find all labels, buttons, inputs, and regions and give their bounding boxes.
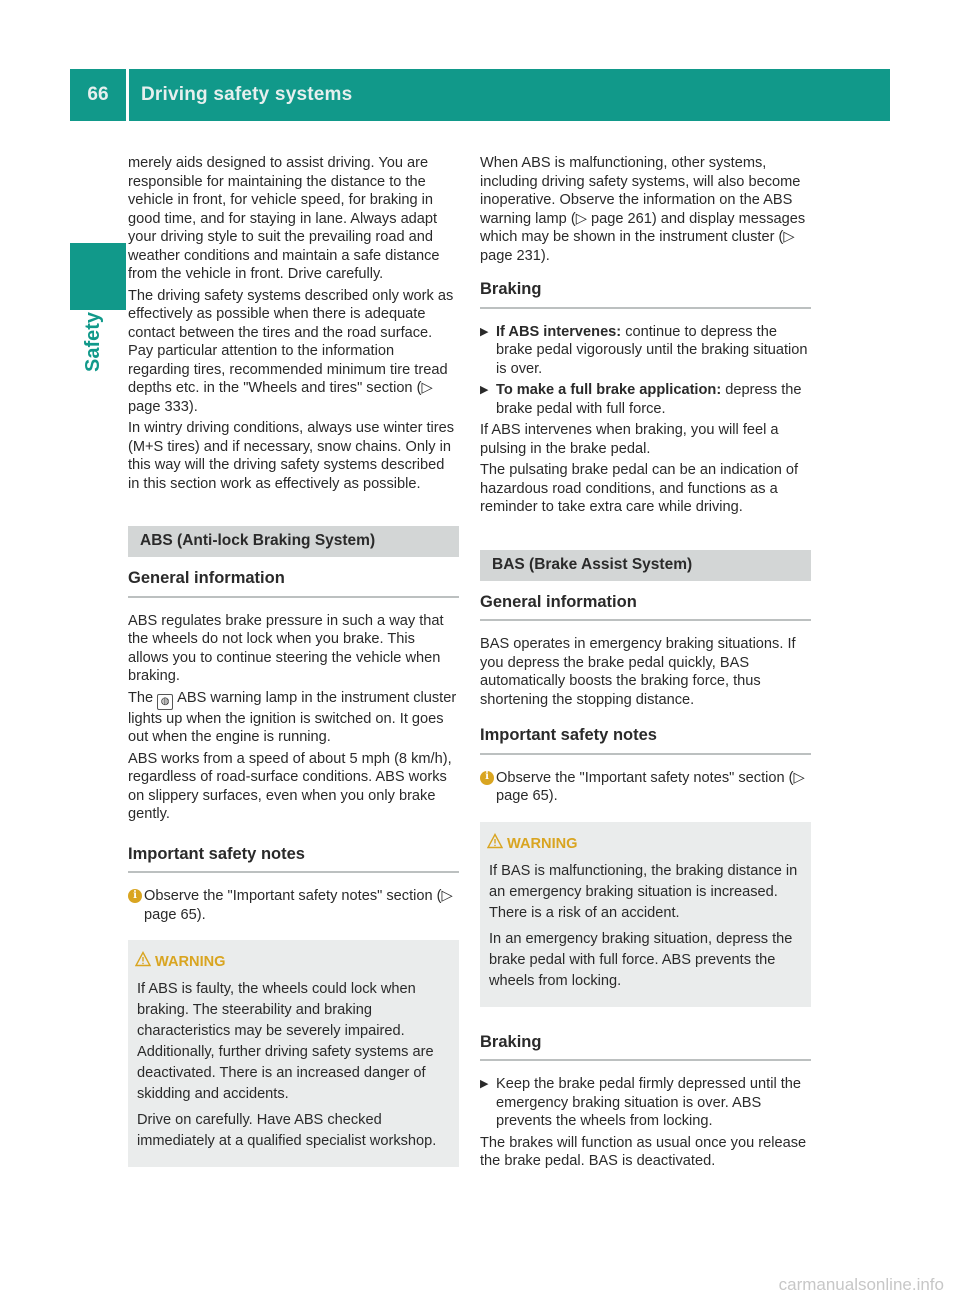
instruction-step [480, 381, 811, 418]
warning-triangle-icon [135, 951, 151, 967]
warning-text: If BAS is malfunctioning, the braking distance in an emergency braking situation is increased. There is a risk of an accident. [489, 862, 798, 921]
warning-title [507, 834, 802, 855]
info-note [128, 887, 459, 924]
abs-warning-lamp-icon: ◍ [157, 694, 173, 710]
subheading-important-safety-notes: Important safety notes [128, 845, 459, 874]
step-text: continue to depress the brake pedal vigorously until the braking situation is over. [496, 323, 808, 377]
intro-paragraph: merely aids designed to assist driving. You are responsible for maintaining the distance to the vehicle in front, for vehicle speed, for braking in good time, and for staying in lane. Always adapt your driving style to suit the prevailing road and weather conditions and maintain a safe distance from the vehicle in front. Drive carefully. [128, 155, 440, 282]
step-arrow-icon: ▶ [480, 384, 489, 396]
subheading-important-safety-notes: Important safety notes [480, 726, 811, 755]
header-divider [126, 69, 129, 121]
chapter-title: Driving safety systems [141, 84, 353, 105]
body-paragraph [128, 689, 459, 747]
step-arrow-icon: ▶ [480, 1078, 489, 1090]
section-title-abs: ABS (Anti-lock Braking System) [128, 526, 459, 557]
side-tab-marker [70, 243, 126, 310]
watermark: carmanualsonline.info [778, 1275, 944, 1294]
page-number: 66 [87, 84, 109, 105]
info-text: Observe the "Important safety notes" section (▷ page 65). [144, 888, 453, 923]
spacer [128, 496, 459, 526]
intro-paragraph: The driving safety systems described only work as effectively as possible when there is adequate contact between the tires and the road surface. Pay particular attention to the information regarding tires, recommended minimum tire tread depths etc. in the "Wheels and tires" section (▷ page 333). [128, 287, 454, 415]
warning-text: In an emergency braking situation, depress the brake pedal with full force. ABS prevents the wheels from locking. [489, 930, 793, 989]
subheading-general-information: General information [480, 593, 811, 622]
subheading-general-information: General information [128, 569, 459, 598]
body-paragraph: The brakes will function as usual once you release the brake pedal. BAS is deactivated. [480, 1134, 807, 1169]
warning-box [128, 940, 459, 1167]
instruction-step [480, 323, 811, 379]
warning-title [155, 952, 450, 973]
left-column [128, 154, 459, 1193]
warning-triangle-icon [487, 833, 503, 849]
spacer [128, 827, 459, 845]
spacer [480, 520, 811, 550]
info-icon: i [128, 889, 142, 903]
step-lead: To make a full brake application: [496, 382, 722, 398]
subheading-braking: Braking [480, 280, 811, 309]
step-text: depress the brake pedal with full force. [496, 382, 802, 417]
body-paragraph: ABS regulates brake pressure in such a way that the wheels do not lock when you brake. This allows you to continue steering the vehicle when braking. [128, 612, 444, 684]
info-note [480, 769, 811, 806]
warning-box [480, 822, 811, 1007]
spacer [480, 268, 811, 280]
step-text: Keep the brake pedal firmly depressed until the emergency braking situation is over. ABS prevents the wheels from locking. [496, 1076, 802, 1129]
warning-text: Drive on carefully. Have ABS checked immediately at a qualified specialist workshop. [137, 1112, 437, 1149]
body-paragraph: ABS works from a speed of about 5 mph (8 km/h), regardless of road-surface conditions. ABS works on slippery surfaces, even when you only brake gently. [128, 750, 452, 822]
info-text: Observe the "Important safety notes" section (▷ page 65). [496, 769, 805, 804]
text-fragment: The [128, 689, 154, 706]
text-fragment: ABS warning lamp in the instrument cluster lights up when the ignition is switched on. It goes out when the engine is running. [128, 689, 457, 745]
body-paragraph: If ABS intervenes when braking, you will feel a pulsing in the brake pedal. [480, 422, 779, 457]
body-paragraph: The pulsating brake pedal can be an indication of hazardous road conditions, and functions as a reminder to take extra care while driving. [480, 462, 799, 515]
body-paragraph: When ABS is malfunctioning, other systems, including driving safety systems, will also become inoperative. Observe the information on the ABS warning lamp (▷ page 261) and display messages which may be shown in the instrument cluster (▷ page 231). [480, 155, 806, 264]
warning-label: WARNING [155, 954, 226, 970]
info-icon: i [480, 771, 494, 785]
right-column [480, 154, 811, 1174]
side-tab-label: Safety [82, 311, 104, 372]
section-title-bas: BAS (Brake Assist System) [480, 550, 811, 581]
spacer [480, 712, 811, 726]
step-arrow-icon: ▶ [480, 325, 489, 338]
instruction-step [480, 1075, 811, 1131]
subheading-braking: Braking [480, 1033, 811, 1062]
body-paragraph: BAS operates in emergency braking situations. If you depress the brake pedal quickly, BAS automatically boosts the braking force, thus shortening the stopping distance. [480, 636, 796, 708]
intro-paragraph: In wintry driving conditions, always use winter tires (M+S tires) and if necessary, snow chains. Only in this way will the driving safety systems described in this section work as effectively as possible. [128, 420, 455, 492]
warning-text: If ABS is faulty, the wheels could lock when braking. The steerability and braking characteristics may be severely impaired. Additionally, further driving safety systems are deactivated. There is an increased danger of skidding and accidents. [137, 981, 434, 1102]
warning-label: WARNING [507, 835, 578, 852]
step-lead: If ABS intervenes: [496, 323, 622, 340]
